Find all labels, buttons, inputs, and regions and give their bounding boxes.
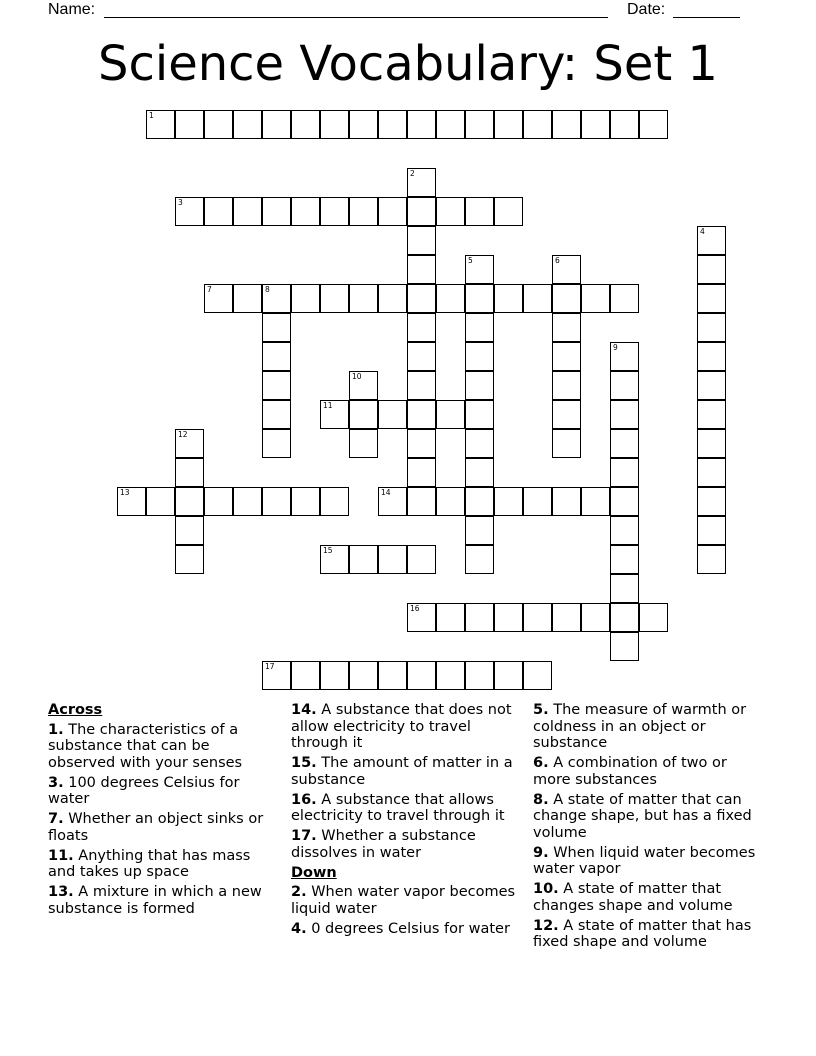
crossword-cell[interactable] — [349, 400, 378, 429]
crossword-cell[interactable] — [233, 110, 262, 139]
crossword-cell[interactable] — [175, 458, 204, 487]
crossword-cell[interactable] — [204, 197, 233, 226]
crossword-cell[interactable] — [262, 110, 291, 139]
crossword-cell[interactable] — [349, 545, 378, 574]
crossword-cell[interactable] — [407, 197, 436, 226]
crossword-cell[interactable] — [262, 313, 291, 342]
crossword-cell[interactable] — [233, 487, 262, 516]
crossword-cell[interactable] — [233, 197, 262, 226]
crossword-cell[interactable] — [610, 284, 639, 313]
crossword-cell[interactable] — [175, 197, 204, 226]
crossword-cell[interactable] — [378, 400, 407, 429]
crossword-cell[interactable] — [465, 255, 494, 284]
crossword-cell[interactable] — [117, 487, 146, 516]
crossword-cell[interactable] — [697, 400, 726, 429]
crossword-cell[interactable] — [581, 487, 610, 516]
crossword-cell[interactable] — [378, 284, 407, 313]
clue-number: 12 — [178, 430, 188, 439]
crossword-cell[interactable] — [262, 197, 291, 226]
crossword-cell[interactable] — [407, 110, 436, 139]
down-heading: Down — [291, 864, 337, 881]
crossword-cell[interactable] — [610, 487, 639, 516]
crossword-cell[interactable] — [175, 487, 204, 516]
crossword-cell[interactable] — [407, 168, 436, 197]
crossword-cell[interactable] — [610, 400, 639, 429]
clue-number: 15 — [323, 546, 333, 555]
crossword-cell[interactable] — [581, 284, 610, 313]
clues-column-3 — [533, 702, 765, 954]
clue-across-16: 16. A substance that allows electricity to travel through it — [291, 791, 505, 824]
crossword-cell[interactable] — [320, 197, 349, 226]
crossword-cell[interactable] — [291, 197, 320, 226]
crossword-cell[interactable] — [349, 429, 378, 458]
crossword-cell[interactable] — [204, 110, 233, 139]
crossword-cell[interactable] — [320, 661, 349, 690]
crossword-cell[interactable] — [175, 429, 204, 458]
crossword-cell[interactable] — [204, 487, 233, 516]
crossword-cell[interactable] — [436, 487, 465, 516]
crossword-cell[interactable] — [291, 487, 320, 516]
clue-down-5: 5. The measure of warmth or coldness in an object or substance — [533, 702, 747, 751]
crossword-cell[interactable] — [697, 371, 726, 400]
crossword-cell[interactable] — [436, 603, 465, 632]
crossword-cell[interactable] — [465, 661, 494, 690]
crossword-cell[interactable] — [291, 110, 320, 139]
crossword-cell[interactable] — [320, 545, 349, 574]
crossword-cell[interactable] — [697, 458, 726, 487]
crossword-cell[interactable] — [378, 661, 407, 690]
crossword-cell[interactable] — [552, 284, 581, 313]
clue-down-4: 4. 0 degrees Celsius for water — [291, 920, 510, 937]
clue-number: 9 — [613, 343, 618, 352]
crossword-cell[interactable] — [610, 371, 639, 400]
clue-down-2: 2. When water vapor becomes liquid water — [291, 884, 516, 917]
crossword-cell[interactable] — [610, 516, 639, 545]
crossword-cell[interactable] — [465, 429, 494, 458]
clue-across-7: 7. Whether an object sinks or floats — [48, 811, 264, 844]
clue-across-14: 14. A substance that does not allow electricity to travel through it — [291, 702, 512, 751]
crossword-cell[interactable] — [262, 342, 291, 371]
date-label: Date: — [627, 1, 666, 18]
crossword-cell[interactable] — [639, 603, 668, 632]
crossword-cell[interactable] — [465, 400, 494, 429]
name-label: Name: — [48, 1, 96, 18]
crossword-cell[interactable] — [407, 342, 436, 371]
crossword-cell[interactable] — [697, 342, 726, 371]
clues-column-2 — [291, 702, 521, 941]
crossword-cell[interactable] — [523, 603, 552, 632]
crossword-cell[interactable] — [436, 400, 465, 429]
clue-number: 7 — [207, 285, 212, 294]
crossword-cell[interactable] — [465, 313, 494, 342]
clue-number: 5 — [468, 256, 473, 265]
crossword-cell[interactable] — [552, 487, 581, 516]
crossword-cell[interactable] — [262, 429, 291, 458]
crossword-cell[interactable] — [494, 487, 523, 516]
crossword-cell[interactable] — [494, 197, 523, 226]
crossword-cell[interactable] — [697, 487, 726, 516]
crossword-cell[interactable] — [146, 487, 175, 516]
crossword-cell[interactable] — [552, 342, 581, 371]
crossword-cell[interactable] — [436, 110, 465, 139]
clue-number: 4 — [700, 227, 705, 236]
crossword-cell[interactable] — [407, 226, 436, 255]
crossword-cell[interactable] — [378, 545, 407, 574]
crossword-cell[interactable] — [610, 545, 639, 574]
crossword-cell[interactable] — [494, 661, 523, 690]
clue-number: 8 — [265, 285, 270, 294]
crossword-cell[interactable] — [233, 284, 262, 313]
crossword-cell[interactable] — [349, 197, 378, 226]
crossword-cell[interactable] — [610, 429, 639, 458]
crossword-cell[interactable] — [291, 284, 320, 313]
clue-number: 2 — [410, 169, 415, 178]
crossword-cell[interactable] — [465, 342, 494, 371]
clue-across-13: 13. A mixture in which a new substance is formed — [48, 884, 262, 917]
crossword-cell[interactable] — [465, 516, 494, 545]
crossword-cell[interactable] — [378, 110, 407, 139]
page-title: Science Vocabulary: Set 1 — [98, 36, 718, 92]
crossword-cell[interactable] — [465, 110, 494, 139]
crossword-cell[interactable] — [494, 603, 523, 632]
crossword-cell[interactable] — [262, 284, 291, 313]
crossword-cell[interactable] — [610, 342, 639, 371]
clue-number: 10 — [352, 372, 362, 381]
clue-across-1: 1. The characteristics of a substance that can be observed with your senses — [48, 721, 243, 771]
crossword-cell[interactable] — [407, 429, 436, 458]
crossword-cell[interactable] — [407, 603, 436, 632]
across-heading: Across — [48, 702, 103, 718]
crossword-cell[interactable] — [407, 255, 436, 284]
crossword-cell[interactable] — [291, 661, 320, 690]
clue-down-8: 8. A state of matter that can change shape, but has a fixed volume — [533, 791, 752, 841]
crossword-cell[interactable] — [349, 284, 378, 313]
clue-number: 17 — [265, 662, 275, 671]
crossword-cell[interactable] — [146, 110, 175, 139]
crossword-cell[interactable] — [320, 487, 349, 516]
crossword-cell[interactable] — [349, 661, 378, 690]
clue-number: 6 — [555, 256, 560, 265]
clue-down-12: 12. A state of matter that has fixed shape and volume — [533, 917, 752, 950]
crossword-cell[interactable] — [407, 371, 436, 400]
crossword-cell[interactable] — [262, 661, 291, 690]
crossword-cell[interactable] — [697, 516, 726, 545]
crossword-cell[interactable] — [552, 110, 581, 139]
crossword-cell[interactable] — [175, 516, 204, 545]
crossword-cell[interactable] — [610, 603, 639, 632]
clue-down-6: 6. A combination of two or more substances — [533, 755, 727, 788]
clue-across-3: 3. 100 degrees Celsius for water — [48, 774, 240, 807]
crossword-cell[interactable] — [465, 197, 494, 226]
crossword-cell[interactable] — [407, 458, 436, 487]
crossword-cell[interactable] — [552, 313, 581, 342]
crossword-cell[interactable] — [465, 487, 494, 516]
crossword-cell[interactable] — [697, 284, 726, 313]
crossword-cell[interactable] — [610, 632, 639, 661]
crossword-cell[interactable] — [494, 110, 523, 139]
crossword-cell[interactable] — [349, 110, 378, 139]
crossword-cell[interactable] — [320, 284, 349, 313]
clues-column-1 — [48, 702, 274, 921]
crossword-cell[interactable] — [523, 284, 552, 313]
crossword-cell[interactable] — [610, 458, 639, 487]
crossword-cell[interactable] — [552, 603, 581, 632]
clue-number: 14 — [381, 488, 391, 497]
clue-across-15: 15. The amount of matter in a substance — [291, 755, 513, 788]
crossword-cell[interactable] — [494, 284, 523, 313]
crossword-cell[interactable] — [523, 661, 552, 690]
crossword-cell[interactable] — [436, 197, 465, 226]
clue-number: 1 — [149, 111, 154, 120]
crossword-cell[interactable] — [552, 255, 581, 284]
crossword-cell[interactable] — [697, 255, 726, 284]
crossword-cell[interactable] — [262, 371, 291, 400]
crossword-cell[interactable] — [262, 487, 291, 516]
clue-number: 16 — [410, 604, 420, 613]
crossword-cell[interactable] — [552, 400, 581, 429]
crossword-cell[interactable] — [175, 110, 204, 139]
crossword-cell[interactable] — [378, 487, 407, 516]
crossword-cell[interactable] — [523, 487, 552, 516]
crossword-cell[interactable] — [407, 313, 436, 342]
clue-across-17: 17. Whether a substance dissolves in water — [291, 828, 476, 861]
crossword-cell[interactable] — [175, 545, 204, 574]
crossword-cell[interactable] — [436, 661, 465, 690]
crossword-cell[interactable] — [610, 574, 639, 603]
crossword-cell[interactable] — [465, 371, 494, 400]
crossword-cell[interactable] — [320, 110, 349, 139]
crossword-cell[interactable] — [523, 110, 552, 139]
crossword-cell[interactable] — [552, 371, 581, 400]
crossword-cell[interactable] — [407, 284, 436, 313]
clue-down-10: 10. A state of matter that changes shape and volume — [533, 881, 733, 914]
crossword-cell[interactable] — [407, 400, 436, 429]
crossword-cell[interactable] — [320, 400, 349, 429]
crossword-cell[interactable] — [436, 284, 465, 313]
crossword-cell[interactable] — [697, 313, 726, 342]
crossword-cell[interactable] — [407, 661, 436, 690]
crossword-cell[interactable] — [697, 429, 726, 458]
crossword-cell[interactable] — [349, 371, 378, 400]
crossword-cell[interactable] — [204, 284, 233, 313]
crossword-cell[interactable] — [465, 545, 494, 574]
crossword-cell[interactable] — [465, 458, 494, 487]
crossword-cell[interactable] — [407, 487, 436, 516]
crossword-cell[interactable] — [262, 400, 291, 429]
crossword-cell[interactable] — [378, 197, 407, 226]
crossword-cell[interactable] — [697, 545, 726, 574]
clue-number: 3 — [178, 198, 183, 207]
crossword-cell[interactable] — [407, 545, 436, 574]
clue-number: 13 — [120, 488, 130, 497]
clue-across-11: 11. Anything that has mass and takes up space — [48, 847, 251, 880]
crossword-cell[interactable] — [639, 110, 668, 139]
crossword-cell[interactable] — [581, 603, 610, 632]
crossword-cell[interactable] — [465, 284, 494, 313]
crossword-cell[interactable] — [697, 226, 726, 255]
crossword-cell[interactable] — [552, 429, 581, 458]
crossword-cell[interactable] — [581, 110, 610, 139]
crossword-cell[interactable] — [465, 603, 494, 632]
crossword-cell[interactable] — [610, 110, 639, 139]
clue-down-9: 9. When liquid water becomes water vapor — [533, 844, 756, 877]
clue-number: 11 — [323, 401, 333, 410]
